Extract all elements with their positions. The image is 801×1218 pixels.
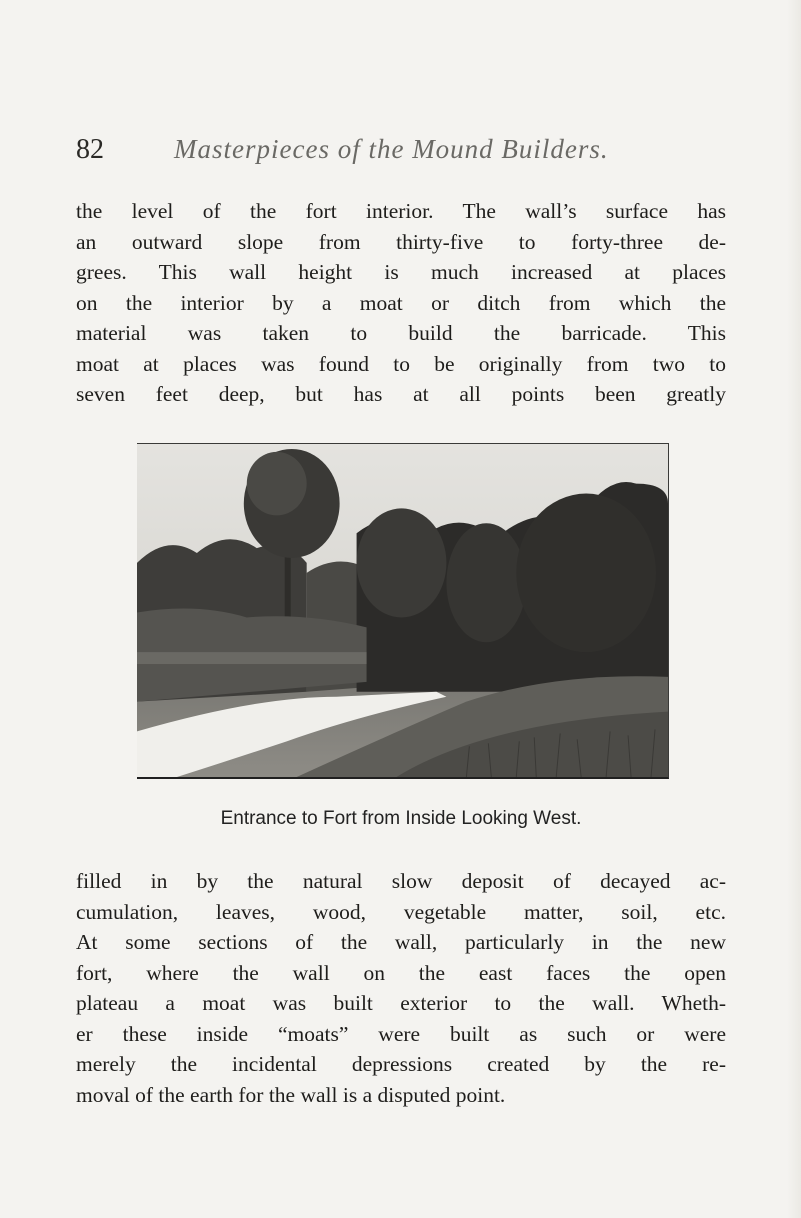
text-line: material was taken to build the barricade. This <box>76 321 726 345</box>
text-line: er these inside “moats” were built as such or were <box>76 1021 726 1046</box>
text-line: cumulation, leaves, wood, vegetable matter, soil, etc. <box>76 899 726 924</box>
page-edge <box>787 0 801 1218</box>
photo-illustration <box>137 444 668 777</box>
paragraph-bottom <box>76 866 726 1110</box>
text-line: grees. This wall height is much increased at places <box>76 260 726 284</box>
text-line: At some sections of the wall, particularly in the new <box>76 930 726 954</box>
photograph <box>137 443 669 779</box>
text-line: moval of the earth for the wall is a disputed point. <box>76 1082 506 1107</box>
text-line: moat at places was found to be originally from two to <box>76 351 726 376</box>
text-line: the level of the fort interior. The wall’s surface has <box>76 199 726 223</box>
running-title: Masterpieces of the Mound Builders. <box>174 134 609 164</box>
text-line: fort, where the wall on the east faces the open <box>76 960 726 985</box>
text-line: merely the incidental depressions created by the re- <box>76 1052 726 1076</box>
text-line: plateau a moat was built exterior to the wall. Wheth- <box>76 991 726 1015</box>
text-line: on the interior by a moat or ditch from which the <box>76 290 726 315</box>
text-line: an outward slope from thirty-five to forty-three de- <box>76 229 726 254</box>
paragraph-top <box>76 196 726 410</box>
text-line: seven feet deep, but has at all points been greatly <box>76 382 726 406</box>
figure-caption: Entrance to Fort from Inside Looking West. <box>220 808 582 829</box>
running-header <box>76 126 736 170</box>
text-line: filled in by the natural slow deposit of decayed ac- <box>76 869 726 893</box>
page-number: 82 <box>76 134 104 165</box>
